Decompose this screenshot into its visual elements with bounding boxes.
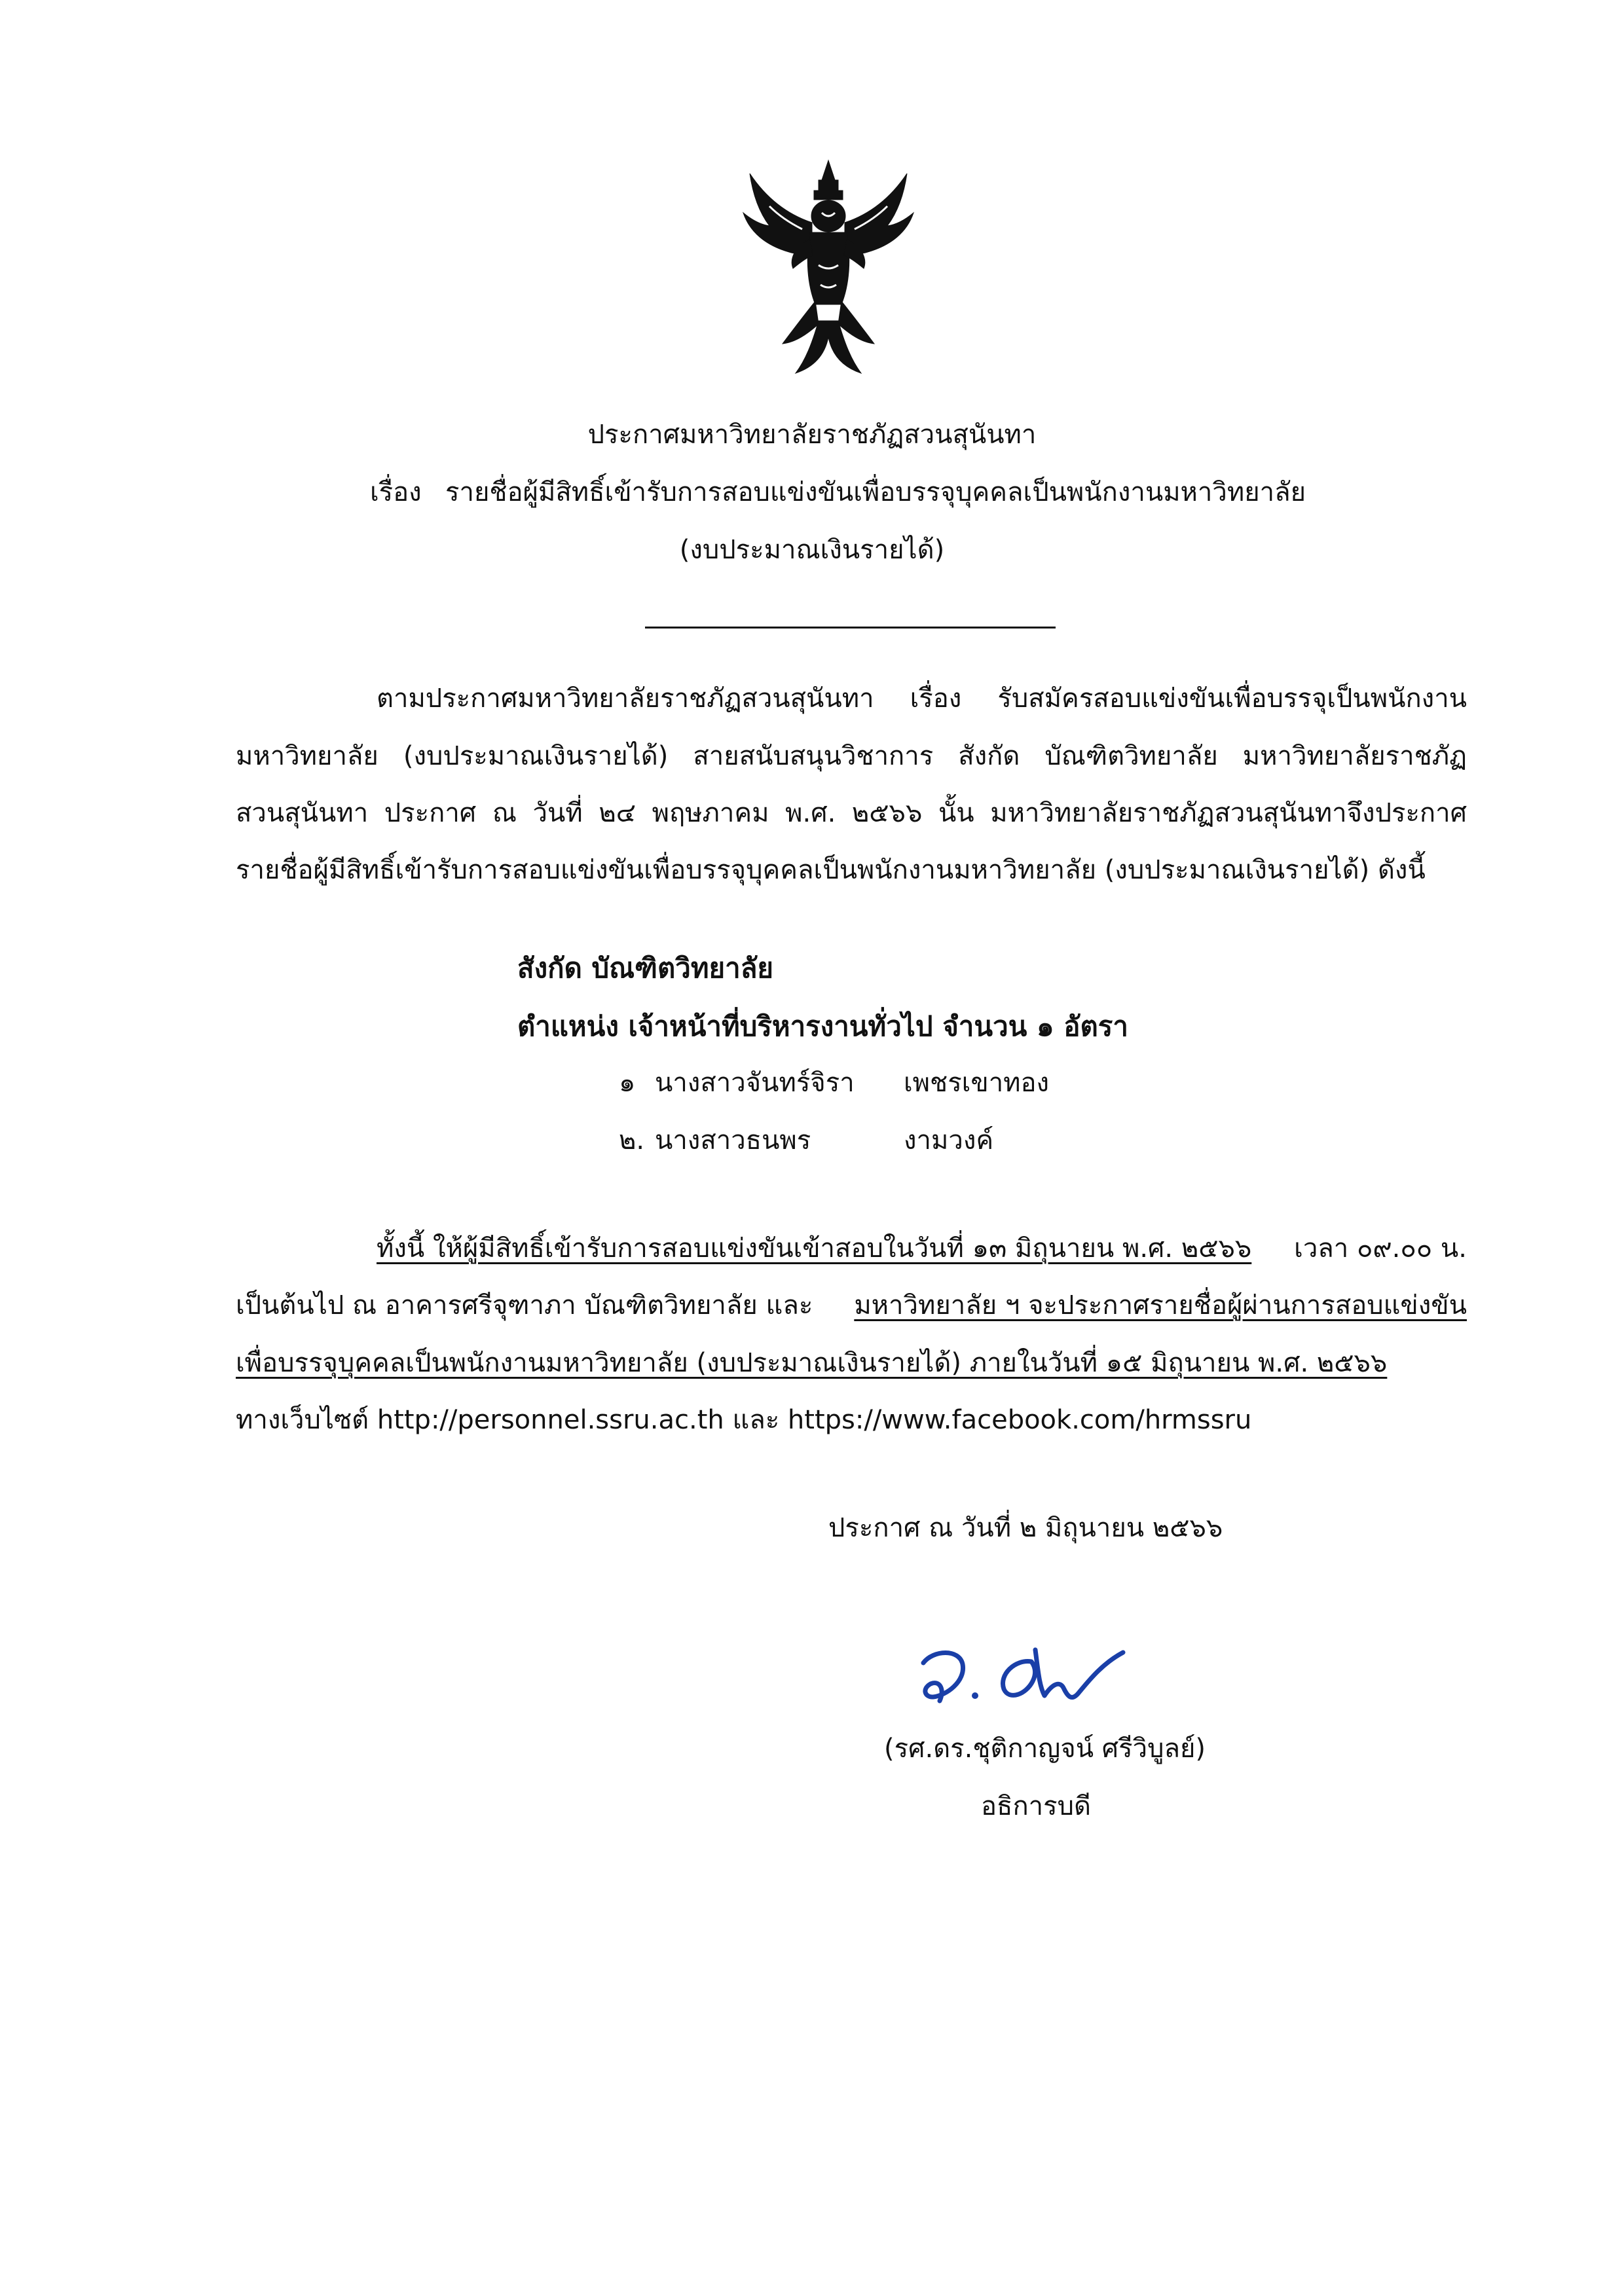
candidate-number: ๒.	[619, 1125, 645, 1156]
announcement-title: ประกาศมหาวิทยาลัยราชภัฏสวนสุนันทา	[587, 420, 1037, 450]
exam-line-1	[377, 1233, 1467, 1264]
candidate-name: นางสาวธนพร	[655, 1125, 811, 1156]
subject-text: รายชื่อผู้มีสิทธิ์เข้ารับการสอบแข่งขันเพื่อบรรจุบุคคลเป็นพนักงานมหาวิทยาลัย	[445, 477, 1306, 507]
exam-line-4: ทางเว็บไซต์ http://personnel.ssru.ac.th และ https://www.facebook.com/hrmssru	[236, 1405, 1252, 1435]
intro-line-1: ตามประกาศมหาวิทยาลัยราชภัฏสวนสุนันทา เรื่อง รับสมัครสอบแข่งขันเพื่อบรรจุเป็นพนักงาน	[377, 683, 1467, 714]
intro-line-4: รายชื่อผู้มีสิทธิ์เข้ารับการสอบแข่งขันเพื่อบรรจุบุคคลเป็นพนักงานมหาวิทยาลัย (งบประมาณเงินรายได้) ดังนี้	[236, 855, 1426, 885]
intro-line-2: มหาวิทยาลัย (งบประมาณเงินรายได้) สายสนับสนุนวิชาการ สังกัด บัณฑิตวิทยาลัย มหาวิทยาลัยราชภัฏ	[236, 741, 1467, 771]
exam-line-2-underlined: มหาวิทยาลัย ฯ จะประกาศรายชื่อผู้ผ่านการสอบแข่งขัน	[854, 1290, 1467, 1321]
candidate-surname: งามวงค์	[904, 1125, 994, 1156]
exam-line-1-underlined: ทั้งนี้ ให้ผู้มีสิทธิ์เข้ารับการสอบแข่งขันเข้าสอบในวันที่ ๑๓ มิถุนายน พ.ศ. ๒๕๖๖	[377, 1233, 1252, 1264]
candidate-number: ๑	[619, 1068, 636, 1098]
title-divider	[645, 627, 1056, 629]
candidate-surname: เพชรเขาทอง	[904, 1068, 1050, 1098]
candidate-name: นางสาวจันทร์จิรา	[655, 1068, 855, 1098]
exam-line-2-plain: เป็นต้นไป ณ อาคารศรีจุฑาภา บัณฑิตวิทยาลัย และ	[236, 1290, 813, 1321]
subject-budget: (งบประมาณเงินรายได้)	[679, 535, 945, 565]
handwritten-signature-icon	[907, 1624, 1195, 1725]
exam-line-2	[236, 1290, 1467, 1321]
exam-line-3: เพื่อบรรจุบุคคลเป็นพนักงานมหาวิทยาลัย (งบประมาณเงินรายได้) ภายในวันที่ ๑๕ มิถุนายน พ.ศ. ๒๕๖๖	[236, 1348, 1388, 1378]
exam-line-1-rest: เวลา ๐๙.๐๐ น.	[1294, 1233, 1467, 1264]
announced-date: ประกาศ ณ วันที่ ๒ มิถุนายน ๒๕๖๖	[828, 1513, 1223, 1543]
intro-line-3: สวนสุนันทา ประกาศ ณ วันที่ ๒๔ พฤษภาคม พ.ศ. ๒๕๖๖ นั้น มหาวิทยาลัยราชภัฏสวนสุนันทาจึงประกาศ	[236, 798, 1467, 828]
signer-name: (รศ.ดร.ชุติกาญจน์ ศรีวิบูลย์)	[884, 1734, 1206, 1764]
position-heading: ตำแหน่ง เจ้าหน้าที่บริหารงานทั่วไป จำนวน ๑ อัตรา	[517, 1010, 1128, 1042]
garuda-emblem-icon	[730, 134, 927, 380]
department-heading: สังกัด บัณฑิตวิทยาลัย	[517, 952, 774, 984]
subject-label: เรื่อง	[370, 477, 422, 507]
signer-title: อธิการบดี	[981, 1791, 1091, 1821]
